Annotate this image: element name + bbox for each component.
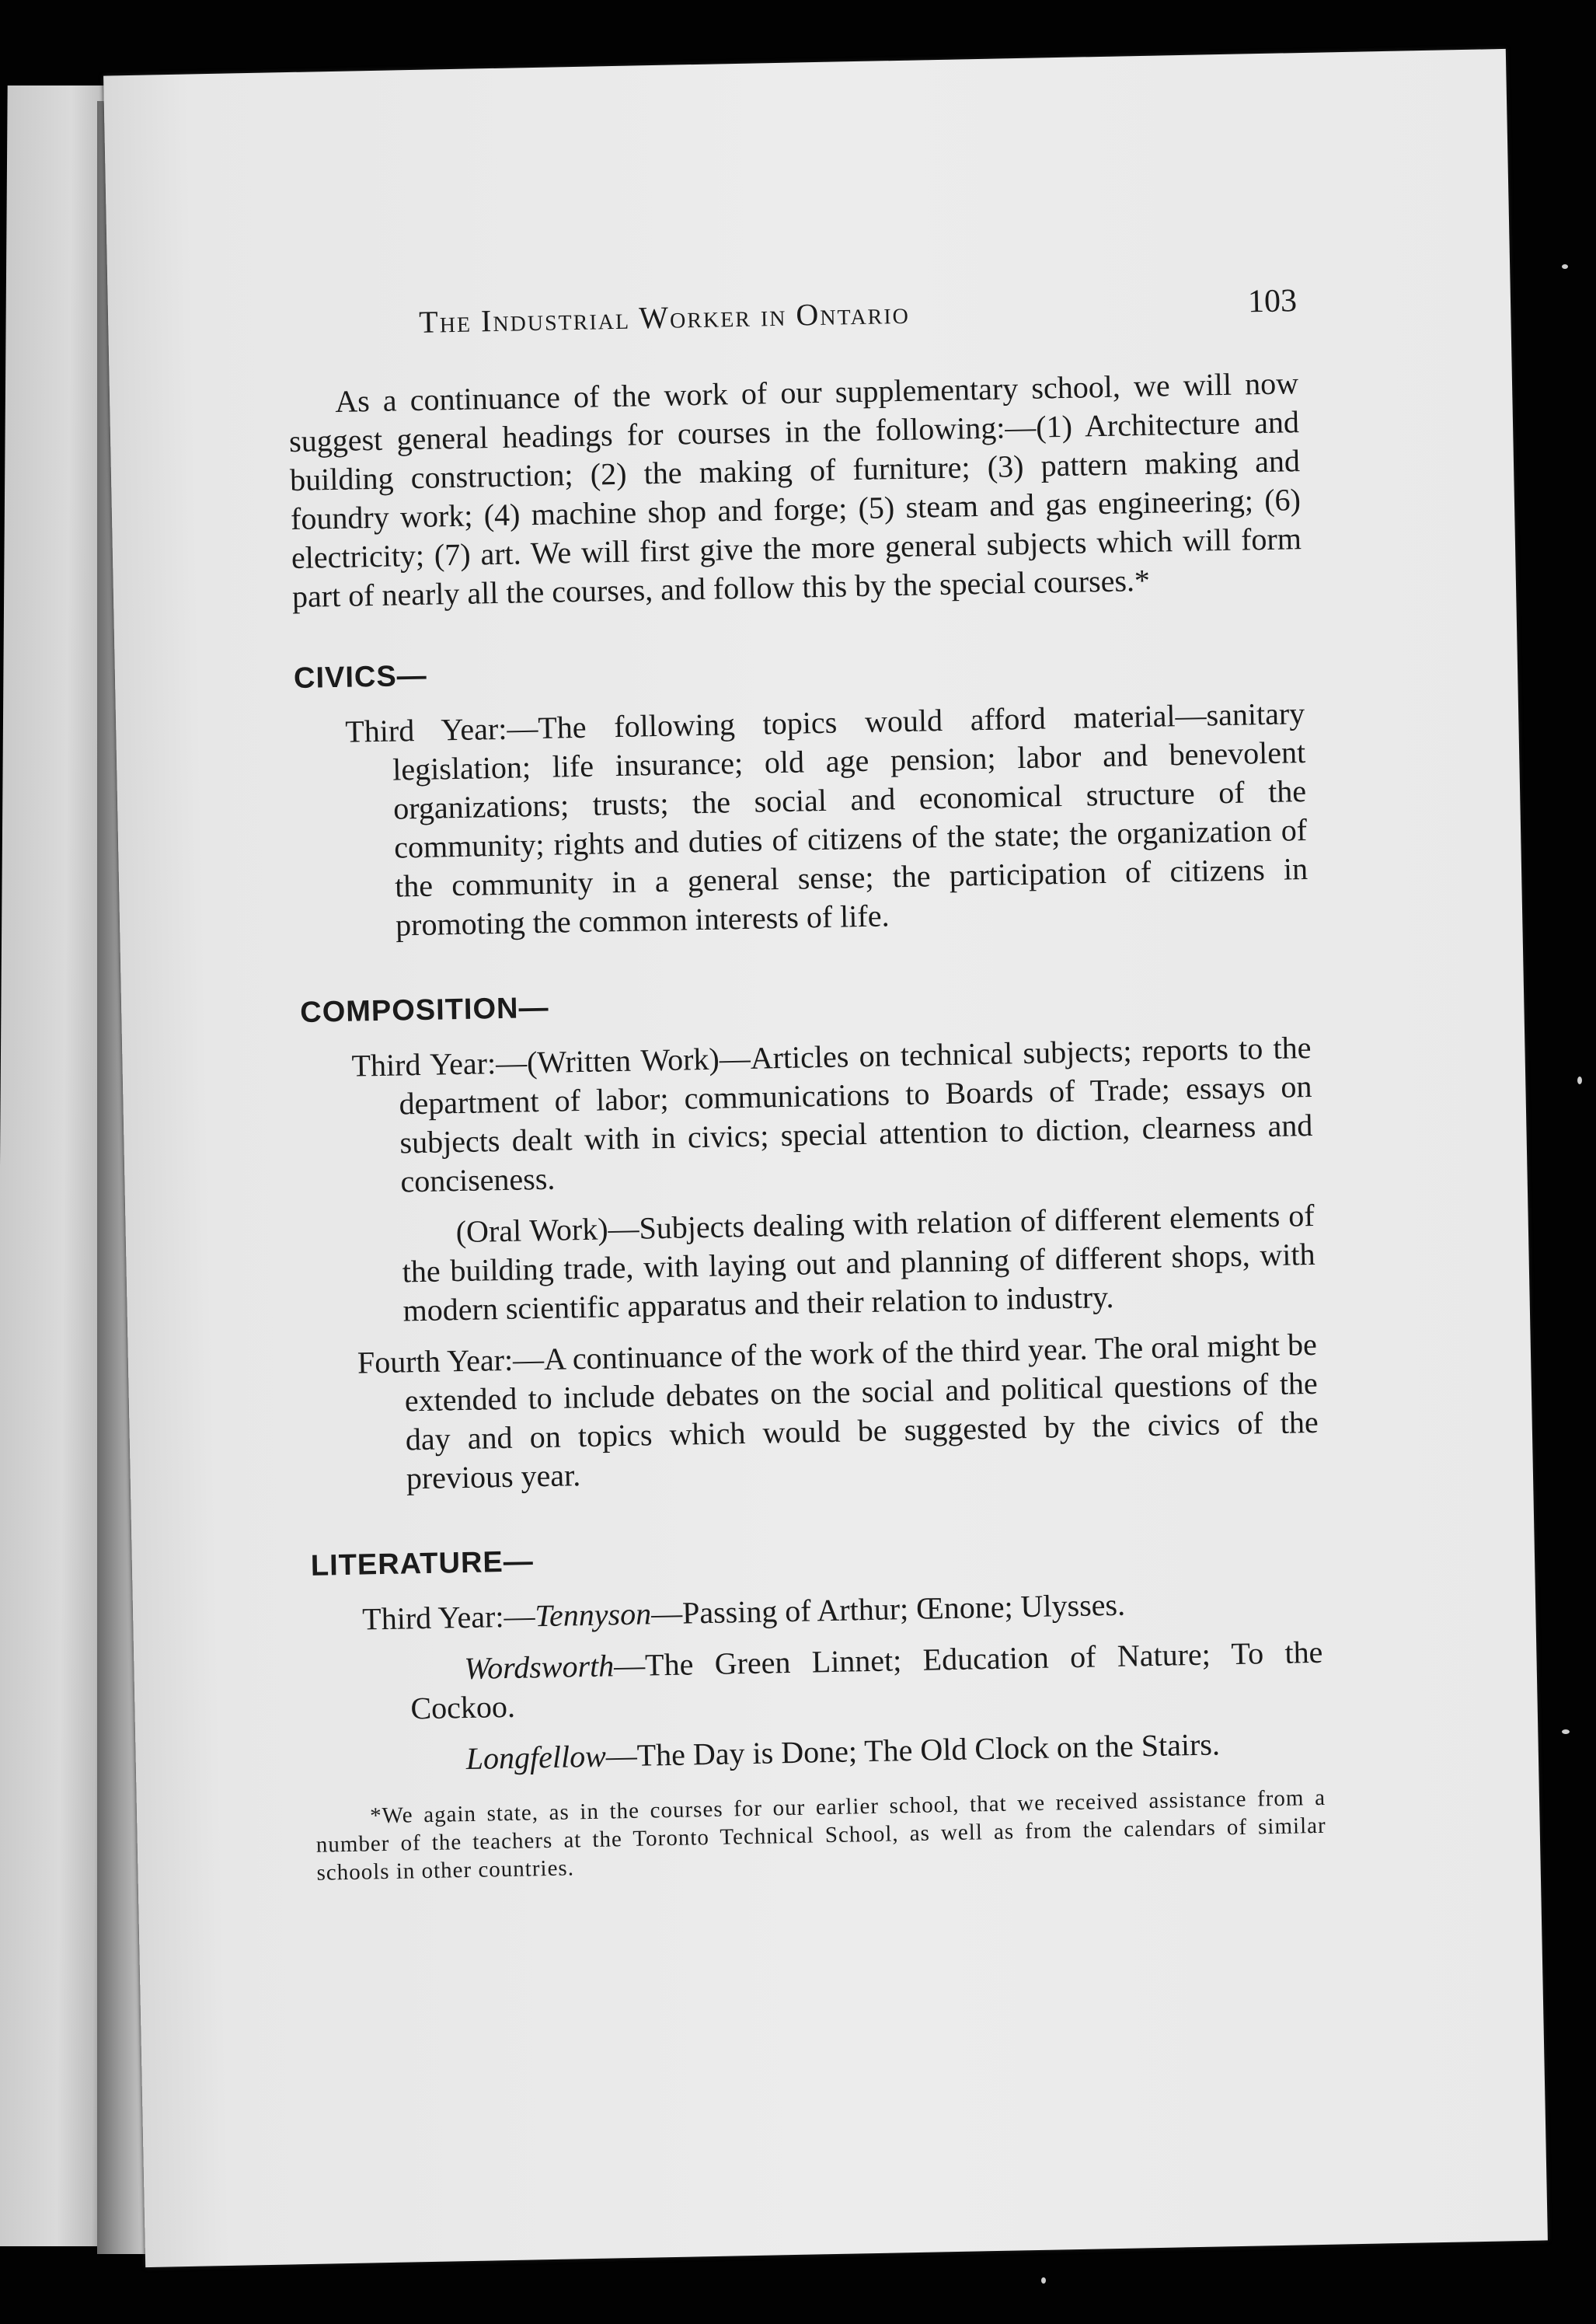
section-heading-composition: COMPOSITION— [299, 991, 549, 1029]
author-wordsworth: Wordsworth [464, 1648, 615, 1687]
intro-paragraph: As a continuance of the work of our supplementary school, we will now suggest general headings for courses in the following:—(1) Architecture and building construction; (2) the making of furniture; (3) pattern making and foundry work; (4) machine shop and forge; (5) steam and gas engineering; (6) electricity; (7) art. We will first give the more general subjects which will form part of nearly all the courses, and follow this by the special courses.* [288, 365, 1302, 615]
section-literature [310, 1527, 1325, 1781]
literature-longfellow [314, 1723, 1325, 1781]
book-page [103, 49, 1548, 2267]
section-heading-literature: LITERATURE— [310, 1545, 535, 1582]
literature-third-year-tennyson [312, 1582, 1322, 1640]
composition-third-year: Third Year:—(Written Work)—Articles on technical subjects; reports to the department of labor; communications to Boards of Trade; essays on subjects dealt with in civics; special attention to diction, clearness and conciseness. [351, 1029, 1313, 1199]
section-composition [300, 974, 1319, 1500]
running-head [287, 283, 1298, 352]
author-tennyson: Tennyson [535, 1596, 652, 1634]
running-title: The Industrial Worker in Ontario [418, 295, 911, 340]
composition-fourth-year: Fourth Year:—A continuance of the work of the third year. The oral might be extended to include debates on the social and political questions of the day and on topics which would be suggested by the civics of the previous year. [357, 1326, 1319, 1496]
third-year-label: Third Year:— [361, 1598, 535, 1637]
section-civics [294, 640, 1309, 947]
footnote: *We again state, as in the courses for our earlier school, that we received assistance from a number of the teachers at the Toronto Technical School, as well as from the calendars of similar schools in other countries. [315, 1785, 1326, 1886]
section-heading-civics: CIVICS— [293, 659, 428, 696]
composition-oral-work: (Oral Work)—Subjects dealing with relation of different elements of the building trade, with laying out and planning of different shops, with modern scientific apparatus and their relation to industry. [402, 1197, 1315, 1328]
author-longfellow: Longfellow [465, 1738, 607, 1777]
tennyson-works: —Passing of Arthur; Œnone; Ulysses. [650, 1586, 1126, 1631]
page-content [287, 283, 1327, 1887]
page-number: 103 [1247, 283, 1298, 320]
literature-wordsworth [312, 1633, 1324, 1730]
longfellow-works: —The Day is Done; The Old Clock on the Stairs. [605, 1726, 1221, 1774]
wordsworth-works: —The Green Linnet; Education of Nature; To the Cockoo. [410, 1634, 1323, 1726]
civics-third-year: Third Year:—The following topics would afford material—sanitary legislation; life insurance; old age pension; labor and benevolent organizations; trusts; the social and economical structure of the community; rights and duties of citizens of the state; the organization of the community in a general sense; the participation of citizens in promoting the common interests of life. [344, 696, 1309, 943]
